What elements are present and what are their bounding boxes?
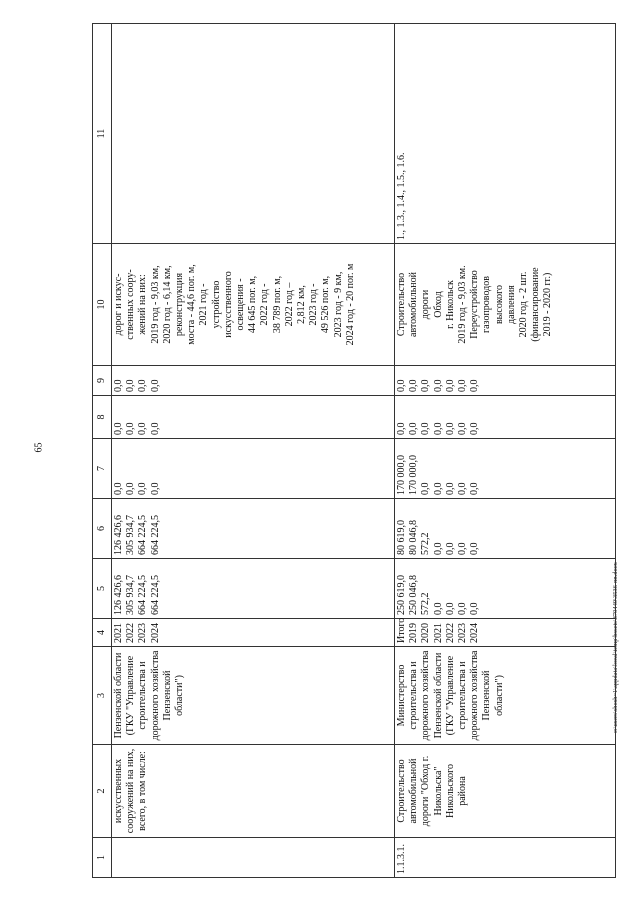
cell-line: 305 934,7 — [125, 575, 137, 615]
cell-line: 0,0 — [432, 602, 444, 615]
cell-line: 0,0 — [137, 422, 149, 435]
table-row-block-1 — [112, 24, 395, 878]
cell-line: дорог и искус- — [113, 273, 124, 336]
cell-line: 2022 год – — [283, 282, 295, 327]
header-col-10: 10 — [93, 244, 112, 366]
cell-line: 0,0 — [420, 422, 432, 435]
cell-local-budget — [395, 396, 616, 439]
cell-regional-budget — [112, 499, 395, 559]
cell-line: устройство — [210, 280, 222, 329]
cell-total-funding — [112, 559, 395, 619]
cell-line: 0,0 — [457, 422, 469, 435]
cell-line: 0,0 — [113, 422, 124, 435]
table-row-block-2 — [395, 24, 616, 878]
cell-line: 2022 — [444, 623, 456, 643]
cell-line: 0,0 — [444, 482, 456, 495]
cell-line: 170 000,0 — [408, 455, 420, 495]
cell-line: 2019 - 2020 гг.) — [542, 272, 554, 337]
cell-line: 0,0 — [457, 542, 469, 555]
header-col-11: 11 — [93, 24, 112, 244]
cell-line: 2023 — [457, 623, 469, 643]
cell-line: 2019 — [408, 623, 420, 643]
cell-line: 0,0 — [469, 422, 481, 435]
cell-line: 0,0 — [469, 542, 481, 555]
cell-line: 0,0 — [444, 542, 456, 555]
cell-line: 170 000,0 — [396, 455, 407, 495]
cell-line: искусственного — [222, 271, 234, 338]
cell-years — [395, 619, 616, 647]
cell-line: 2023 год - — [308, 283, 320, 326]
header-col-5: 5 — [93, 559, 112, 619]
cell-line: 0,0 — [125, 379, 137, 392]
cell-federal-budget — [112, 439, 395, 499]
cell-line: 0,0 — [149, 422, 161, 435]
cell-event-name: искусственных сооружений на них, всего, в том числе: — [112, 745, 395, 838]
cell-line: 0,0 — [469, 602, 481, 615]
cell-line: Итого — [396, 617, 407, 643]
cell-line: 38 789 пог. м, — [271, 275, 283, 334]
header-col-2: 2 — [93, 745, 112, 838]
cell-line: 2020 — [420, 623, 432, 643]
cell-line: 2021 — [113, 623, 124, 643]
cell-executor: Министерство строительства и дорожного хозяйства Пензенской области (ГКУ "Управление строительства и дорожного хозяйства Пензенской области") — [395, 647, 616, 745]
cell-line: 0,0 — [432, 422, 444, 435]
cell-executor: Пензенской области (ГКУ "Управление строительства и дорожного хозяйства Пензенской области") — [112, 647, 395, 745]
cell-line: 0,0 — [137, 379, 149, 392]
cell-line: 664 224,5 — [137, 575, 149, 615]
cell-line: 0,0 — [457, 379, 469, 392]
cell-line: г. Никольск — [444, 280, 456, 329]
cell-line: 250 619,0 — [396, 575, 407, 615]
header-col-7: 7 — [93, 439, 112, 499]
cell-line: 305 934,7 — [125, 515, 137, 555]
cell-line: 80 619,0 — [396, 520, 407, 555]
cell-line: 2020 год - 2 шт. — [518, 271, 530, 338]
cell-links: 1., 1.3., 1.4., 1.5., 1.6. — [395, 24, 616, 244]
cell-line: 0,0 — [396, 422, 407, 435]
cell-line: дороги — [420, 289, 432, 320]
cell-line: 250 046,8 — [408, 575, 420, 615]
cell-line: ственных соору- — [125, 269, 137, 340]
cell-line: 0,0 — [444, 602, 456, 615]
cell-federal-budget — [395, 439, 616, 499]
cell-line: жений на них: — [137, 274, 149, 335]
cell-line: 2024 — [469, 623, 481, 643]
cell-line: 0,0 — [469, 379, 481, 392]
cell-line: 0,0 — [444, 422, 456, 435]
cell-line: 2,812 км, — [296, 285, 308, 324]
cell-line: 0,0 — [420, 379, 432, 392]
cell-line: 0,0 — [432, 379, 444, 392]
cell-line: 664 224,5 — [149, 575, 161, 615]
cell-line: 0,0 — [420, 482, 432, 495]
cell-line: 0,0 — [457, 482, 469, 495]
cell-line: 2020 год - 6,14 км, — [161, 265, 173, 344]
cell-line: 2022 год - — [259, 283, 271, 326]
cell-indicators — [112, 244, 395, 366]
cell-line: Обход — [432, 291, 444, 318]
cell-line: 2024 — [149, 623, 161, 643]
cell-line: 572,2 — [420, 532, 432, 555]
cell-line: автомобильной — [408, 272, 420, 337]
cell-regional-budget — [395, 499, 616, 559]
cell-line: 2019 год - 9,03 км, — [149, 265, 161, 344]
cell-number: 1.1.3.1. — [395, 838, 616, 878]
cell-event-name: Строительство автомобильной дороги "Обход г. Никольска" Никольского района — [395, 745, 616, 838]
header-col-3: 3 — [93, 647, 112, 745]
cell-total-funding — [395, 559, 616, 619]
cell-line: 0,0 — [149, 379, 161, 392]
cell-line: 664 224,5 — [149, 515, 161, 555]
cell-line: 126 426,6 — [113, 515, 124, 555]
cell-line: 2022 — [125, 623, 137, 643]
header-col-6: 6 — [93, 499, 112, 559]
cell-line: 0,0 — [457, 602, 469, 615]
cell-line: давления — [505, 285, 517, 324]
rotated-table-container — [92, 24, 616, 878]
cell-line: 664 224,5 — [137, 515, 149, 555]
cell-line: 2021 год - — [198, 283, 210, 326]
cell-line: 0,0 — [408, 422, 420, 435]
cell-line: (финансирование — [530, 267, 542, 342]
cell-line: освещения - — [235, 278, 247, 331]
budget-table — [92, 23, 616, 878]
cell-number — [112, 838, 395, 878]
cell-line: 0,0 — [113, 379, 124, 392]
cell-line: Строительство — [396, 272, 407, 337]
cell-line: 0,0 — [396, 379, 407, 392]
footer-file-path: c:\users\shosh~1\appdata\local\temp\bssets\879449\3536-nn.docx — [612, 562, 619, 733]
cell-line: 0,0 — [432, 542, 444, 555]
header-col-1: 1 — [93, 838, 112, 878]
cell-line: 0,0 — [125, 482, 137, 495]
cell-line: 0,0 — [408, 379, 420, 392]
header-col-8: 8 — [93, 396, 112, 439]
cell-line: газопроводов — [481, 276, 493, 333]
header-col-4: 4 — [93, 619, 112, 647]
cell-other-sources — [395, 366, 616, 396]
cell-local-budget — [112, 396, 395, 439]
cell-line: 0,0 — [125, 422, 137, 435]
cell-line: 126 426,6 — [113, 575, 124, 615]
cell-line: 0,0 — [149, 482, 161, 495]
cell-links — [112, 24, 395, 244]
cell-line: 49 526 пог. м, — [320, 275, 332, 334]
cell-line: 2023 год - 9 км, — [332, 271, 344, 338]
cell-indicators — [395, 244, 616, 366]
cell-line: 0,0 — [469, 482, 481, 495]
cell-line: 0,0 — [137, 482, 149, 495]
cell-other-sources — [112, 366, 395, 396]
cell-line: 80 046,8 — [408, 520, 420, 555]
header-row — [93, 24, 112, 878]
cell-line: 0,0 — [113, 482, 124, 495]
cell-line: 2024 год - 20 пог. м — [344, 263, 356, 346]
cell-line: высокого — [493, 284, 505, 325]
page-number: 65 — [33, 442, 45, 453]
cell-line: Переустройство — [469, 270, 481, 339]
header-col-9: 9 — [93, 366, 112, 396]
cell-line: 0,0 — [432, 482, 444, 495]
cell-line: 0,0 — [444, 379, 456, 392]
cell-years — [112, 619, 395, 647]
cell-line: 2021 — [432, 623, 444, 643]
cell-line: моста - 44,6 пог. м, — [186, 264, 198, 345]
cell-line: 572,2 — [420, 592, 432, 615]
cell-line: 44 645 пог. м, — [247, 275, 259, 334]
cell-line: 2019 год - 9,03 км. — [457, 265, 469, 344]
cell-line: 2023 — [137, 623, 149, 643]
cell-line: реконструкция — [174, 272, 186, 337]
